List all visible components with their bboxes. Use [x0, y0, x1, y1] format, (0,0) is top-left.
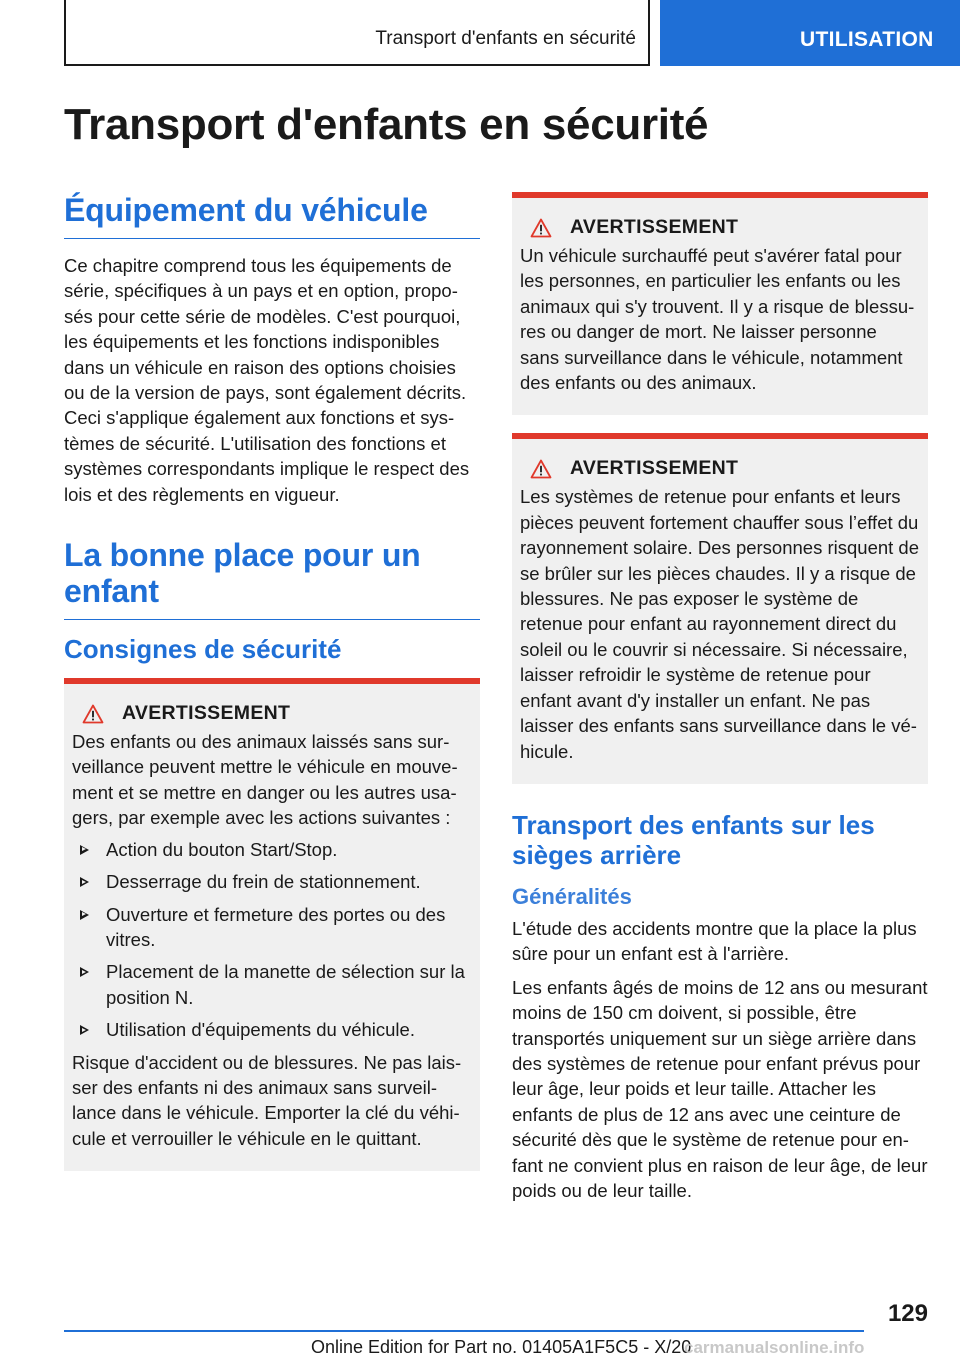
- watermark: carmanualsonline.info: [684, 1338, 865, 1357]
- general-paragraph-2: Les enfants âgés de moins de 12 ans ou mesurant moins de 150 cm doivent, si possible, être transportés uniquement sur un siège arrière dans des systèmes de retenue pour enfant prévus pour leur âge, leur poids et leur taille. Attacher les enfants de plus de 12 ans avec une ceinture de sécurité dès que le système de retenue pour enfant ne convient plus en raison de leur âge, de leur poids ou de leur taille.: [512, 976, 928, 1201]
- page-title: Transport d'enfants en sécurité: [64, 100, 709, 149]
- list-item: Utilisation d'équipements du véhicule.: [72, 1017, 472, 1042]
- list-item: Action du bouton Start/Stop.: [72, 837, 472, 862]
- warning-box-overheated: [512, 192, 928, 415]
- warning-triangle-icon: [82, 704, 104, 724]
- triangle-bullet-icon: [80, 1025, 89, 1035]
- footer-divider: [64, 1330, 864, 1332]
- general-paragraph-1: L'étude des accidents montre que la place la plus sûre pour un enfant est à l'arrière.: [512, 917, 917, 965]
- warning-text: Les systèmes de retenue pour enfants et leurs pièces peuvent fortement chauffer sous l’effet du rayonnement solaire. Des personnes risquent de se brûler sur les pièces chaudes. Il y a risque de blessures. Ne pas exposer le système de retenue pour enfant au rayonnement direct du soleil ou le couvrir si nécessaire. Si nécessaire, laisser refroidir le système de retenue pour enfant avant d'y installer un enfant. Ne pas laisser des enfants sans surveillance dans le véhicule.: [520, 486, 920, 762]
- warning-label: AVERTISSEMENT: [570, 457, 739, 480]
- warning-label: AVERTISSEMENT: [122, 702, 291, 725]
- footer-edition-text: Online Edition for Part no. 01405A1F5C5 - X/20: [311, 1337, 692, 1357]
- warning-action-list: [72, 837, 472, 1043]
- warning-text: Un véhicule surchauffé peut s'avérer fatal pour les personnes, en particulier les enfants ou les animaux qui s'y trouvent. Il y a risque de blessures ou danger de mort. Ne laisser personne sans surveillance dans le véhicule, notamment des enfants ou des animaux.: [520, 245, 915, 394]
- list-item: Ouverture et fermeture des portes ou des vitres.: [72, 902, 472, 953]
- header-section-tab[interactable]: [660, 0, 960, 66]
- header-chapter-title: Transport d'enfants en sécurité: [375, 28, 636, 49]
- warning-box-unattended: [64, 678, 480, 1171]
- section-title-child-seat-place: La bonne place pour un enfant: [64, 537, 480, 620]
- warning-box-hot-parts: [512, 433, 928, 783]
- warning-intro: Des enfants ou des animaux laissés sans surveillance peuvent mettre le véhicule en mouvement et se mettre en danger ou les autres usagers, par exemple avec les actions suivantes :: [72, 731, 458, 829]
- warning-outro: Risque d'accident ou de blessures. Ne pas laisser des enfants ni des animaux sans surveillance dans le véhicule. Emporter la clé du véhicule et verrouiller le véhicule en le quittant.: [72, 1051, 462, 1149]
- triangle-bullet-icon: [80, 967, 89, 977]
- warning-triangle-icon: [530, 218, 552, 238]
- triangle-bullet-icon: [80, 910, 89, 920]
- section-title-equipment: Équipement du véhicule: [64, 192, 480, 239]
- left-column: [64, 192, 480, 1171]
- header-chapter-box: [64, 0, 650, 66]
- subsubsection-title-general: Généralités: [512, 883, 632, 909]
- warning-label: AVERTISSEMENT: [570, 216, 739, 238]
- triangle-bullet-icon: [80, 877, 89, 887]
- page-number: 129: [887, 1300, 928, 1327]
- subsection-title-rear-seats: Transport des enfants sur les sièges arrière: [512, 809, 875, 870]
- triangle-bullet-icon: [80, 845, 89, 855]
- subsection-title-safety: Consignes de sécurité: [64, 634, 342, 665]
- warning-header: [530, 216, 920, 239]
- equipment-paragraph: Ce chapitre comprend tous les équipements de série, spécifiques à un pays et en option, proposés pour cette série de modèles. C'est pourquoi, les équipements et les fonctions indisponibles dans un véhicule en raison des options choisies ou de la version de pays, sont également décrits. Ceci s'applique également aux fonctions et systèmes de sécurité. L'utilisation des fonctions et systèmes correspondants implique le respect des lois et des règlements en vigueur.: [64, 255, 470, 505]
- list-item: Placement de la manette de sélection sur la position N.: [72, 959, 472, 1010]
- warning-triangle-icon: [530, 459, 552, 479]
- warning-header: [82, 702, 472, 725]
- list-item: Desserrage du frein de stationnement.: [72, 869, 472, 894]
- right-column: [512, 192, 928, 1211]
- header-tab-label: UTILISATION: [800, 28, 934, 51]
- warning-header: [530, 457, 920, 480]
